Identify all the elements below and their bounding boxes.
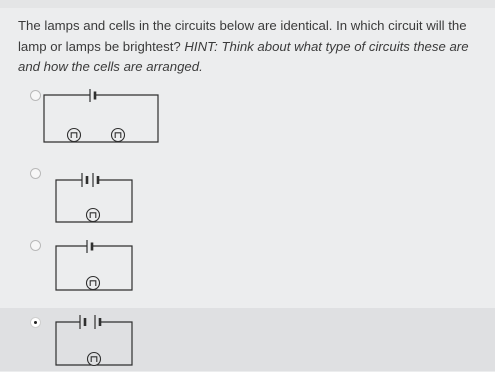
cell-icon xyxy=(90,89,95,102)
lamp-icon xyxy=(87,209,100,222)
cell-icon xyxy=(95,315,100,329)
radio-option-d[interactable] xyxy=(30,317,41,328)
cell-icon xyxy=(80,315,85,329)
radio-option-c[interactable] xyxy=(30,240,41,251)
question-main-text: The lamps and cells in the circuits below are identical. In which circuit will the lamp or lamps be brightest? xyxy=(18,18,467,54)
question-text xyxy=(18,16,486,78)
radio-option-b[interactable] xyxy=(30,168,41,179)
lamp-icon xyxy=(68,129,81,142)
answer-option-b[interactable] xyxy=(0,162,495,228)
radio-option-a[interactable] xyxy=(30,90,41,101)
cell-icon xyxy=(93,173,98,187)
circuit-diagram-c xyxy=(44,240,134,300)
cell-icon xyxy=(87,240,92,253)
answer-option-a[interactable] xyxy=(0,84,495,150)
lamp-icon xyxy=(87,277,100,290)
lamp-icon xyxy=(112,129,125,142)
circuit-wires-a xyxy=(44,95,158,142)
circuit-diagram-a xyxy=(42,90,162,150)
question-hint-text: HINT: Think about what type of circuits these are and how the cells are arranged. xyxy=(18,38,469,74)
answer-option-c[interactable] xyxy=(0,234,495,300)
top-strip xyxy=(0,0,495,8)
circuit-diagram-d xyxy=(44,312,134,372)
cell-icon xyxy=(82,173,87,187)
lamp-icon xyxy=(88,353,101,366)
circuit-diagram-b xyxy=(44,168,134,228)
answer-option-d[interactable] xyxy=(0,308,495,371)
